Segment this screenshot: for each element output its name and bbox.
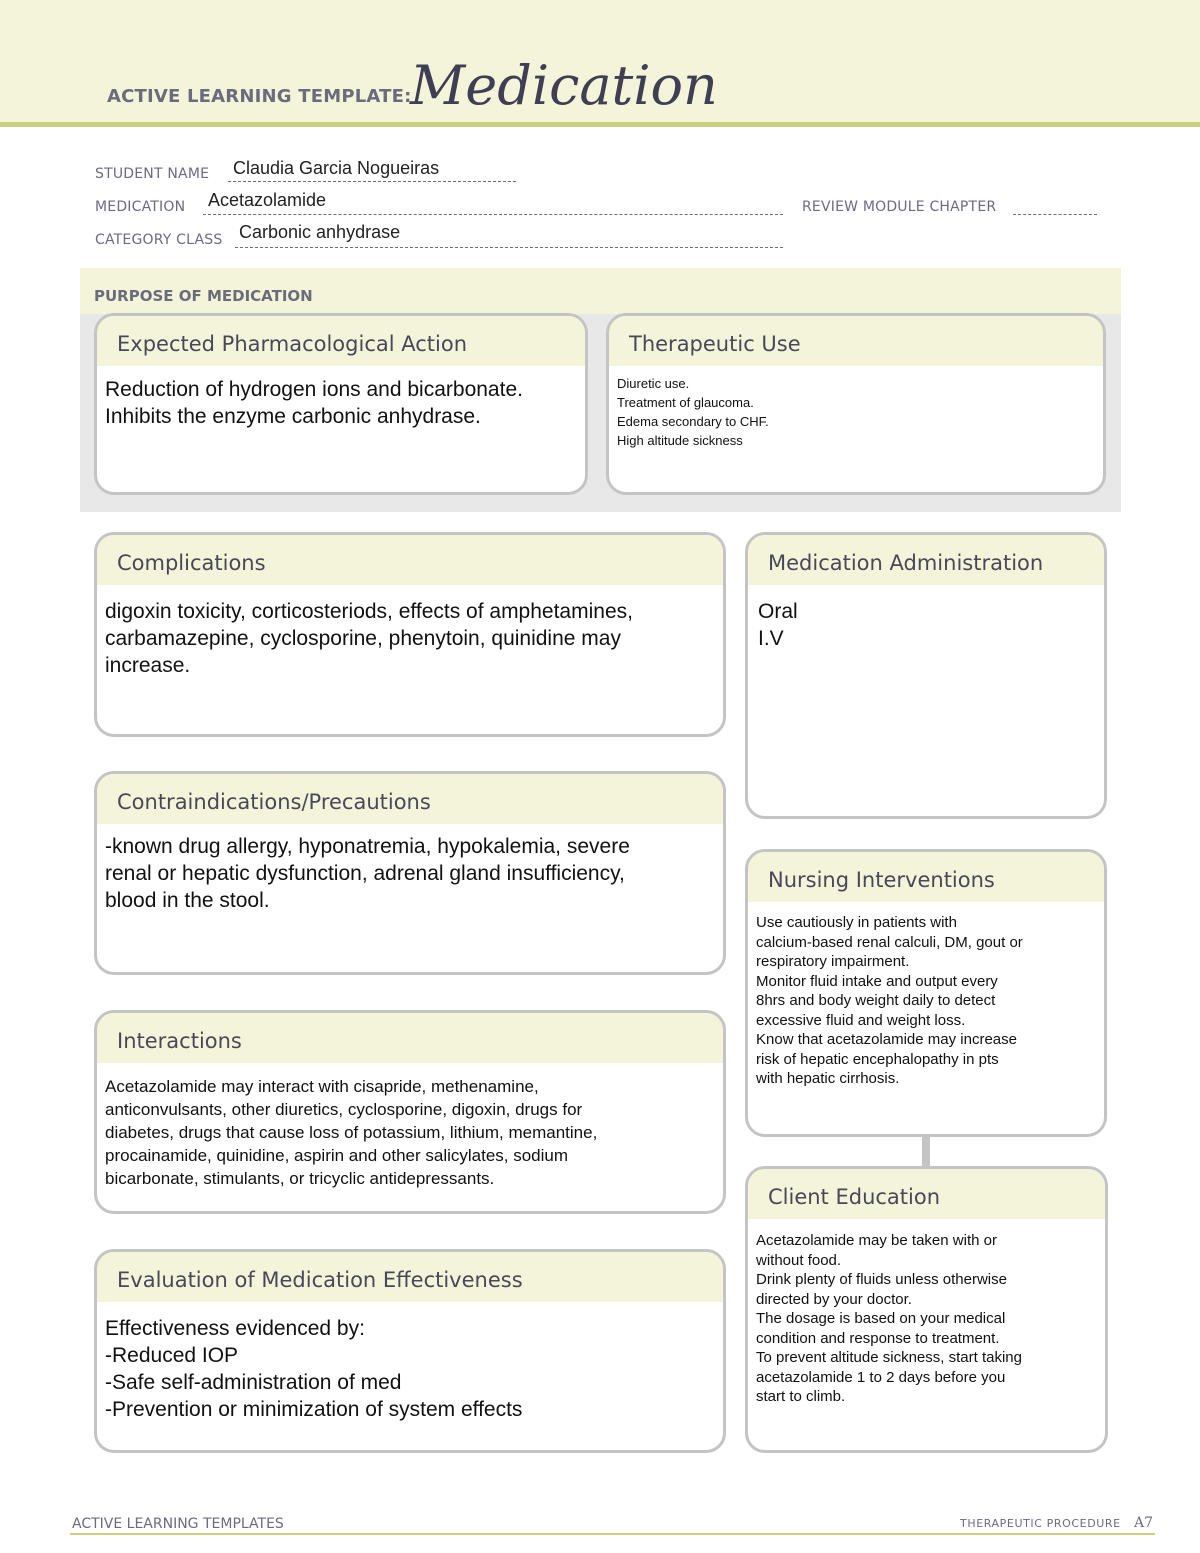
therapeutic-use-title: Therapeutic Use — [609, 316, 1103, 366]
student-name-field[interactable]: Claudia Garcia Nogueiras — [233, 158, 440, 178]
student-name-line — [228, 181, 516, 182]
footer-divider — [70, 1533, 1155, 1535]
category-class-label: CATEGORY CLASS — [95, 232, 223, 248]
expected-action-text[interactable]: Reduction of hydrogen ions and bicarbonate. Inhibits the enzyme carbonic anhydrase. — [105, 378, 523, 428]
page-number: A7 — [1134, 1515, 1154, 1531]
contraindications-card — [94, 771, 726, 975]
review-module-line — [1013, 214, 1097, 215]
contraindications-title: Contraindications/Precautions — [97, 774, 723, 824]
therapeutic-use-text[interactable]: Diuretic use. Treatment of glaucoma. Edema secondary to CHF. High altitude sickness — [617, 376, 769, 448]
contraindications-text[interactable]: -known drug allergy, hyponatremia, hypokalemia, severe renal or hepatic dysfunction, adrenal gland insufficiency, blood in the stool. — [105, 835, 630, 912]
category-class-line — [235, 247, 783, 248]
evaluation-card — [94, 1249, 726, 1453]
interactions-text[interactable]: Acetazolamide may interact with cisapride, methenamine, anticonvulsants, other diuretics, cyclosporine, digoxin, drugs for diabetes, drugs that cause loss of potassium, lithium, memantine, procainamide, quinidine, aspirin and other salicylates, sodium bicarbonate, stimulants, or tricyclic antidepressants. — [105, 1077, 598, 1188]
medication-administration-card — [745, 532, 1107, 819]
client-education-text[interactable]: Acetazolamide may be taken with or without food. Drink plenty of fluids unless otherwise directed by your doctor. The dosage is based on your medical condition and response to treatment. To prevent altitude sickness, start taking acetazolamide 1 to 2 days before you start to climb. — [756, 1232, 1022, 1405]
client-education-card — [745, 1166, 1108, 1453]
interactions-title: Interactions — [97, 1013, 723, 1063]
expected-action-card — [94, 313, 588, 495]
complications-text[interactable]: digoxin toxicity, corticosteriods, effects of amphetamines, carbamazepine, cyclosporine, phenytoin, quinidine may increase. — [105, 600, 633, 677]
footer-label: ACTIVE LEARNING TEMPLATES — [72, 1516, 284, 1532]
therapeutic-use-card — [606, 313, 1106, 495]
nursing-interventions-text[interactable]: Use cautiously in patients with calcium-based renal calculi, DM, gout or respiratory impairment. Monitor fluid intake and output every 8hrs and body weight daily to detect excessive fluid and weight loss. Know that acetazolamide may increase risk of hepatic encephalopathy in pts with hepatic cirrhosis. — [756, 914, 1023, 1087]
medication-line — [203, 214, 783, 215]
evaluation-title: Evaluation of Medication Effectiveness — [97, 1252, 723, 1302]
nursing-interventions-title: Nursing Interventions — [748, 852, 1104, 902]
connector-line — [922, 1136, 930, 1166]
client-education-title: Client Education — [748, 1169, 1105, 1219]
footer-procedure: THERAPEUTIC PROCEDURE — [960, 1517, 1121, 1530]
interactions-card — [94, 1010, 726, 1214]
complications-card — [94, 532, 726, 737]
nursing-interventions-card — [745, 849, 1107, 1137]
page-title: Medication — [410, 54, 718, 117]
review-module-label: REVIEW MODULE CHAPTER — [802, 199, 997, 215]
medication-label: MEDICATION — [95, 199, 186, 215]
medication-field[interactable]: Acetazolamide — [208, 190, 327, 210]
evaluation-text[interactable]: Effectiveness evidenced by: -Reduced IOP -Safe self-administration of med -Prevention or minimization of system effects — [105, 1317, 523, 1421]
medication-administration-title: Medication Administration — [748, 535, 1104, 585]
complications-title: Complications — [97, 535, 723, 585]
medication-administration-text[interactable]: Oral I.V — [758, 600, 798, 650]
expected-action-title: Expected Pharmacological Action — [97, 316, 585, 366]
student-name-label: STUDENT NAME — [95, 166, 210, 182]
template-label: ACTIVE LEARNING TEMPLATE: — [107, 86, 412, 107]
header-divider — [0, 122, 1200, 127]
category-class-field[interactable]: Carbonic anhydrase — [239, 222, 401, 242]
purpose-title: PURPOSE OF MEDICATION — [94, 287, 313, 305]
